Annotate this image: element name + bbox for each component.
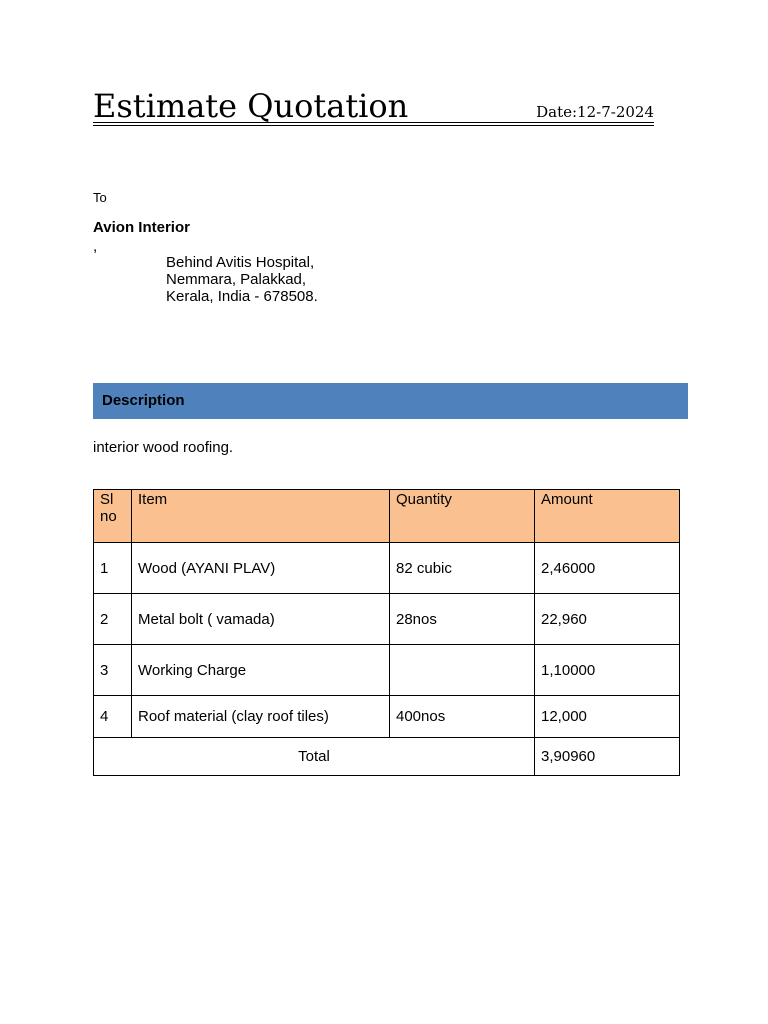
description-heading: Description xyxy=(102,392,185,409)
items-table xyxy=(93,489,680,776)
cell-sl: 2 xyxy=(94,594,132,645)
header-quantity: Quantity xyxy=(390,490,535,543)
address-line: Nemmara, Palakkad, xyxy=(166,271,307,288)
header-item: Item xyxy=(132,490,390,543)
table-header-row xyxy=(94,490,680,543)
cell-sl: 1 xyxy=(94,543,132,594)
address-line: Behind Avitis Hospital, xyxy=(166,254,315,271)
quotation-date: Date:12-7-2024 xyxy=(536,103,654,121)
cell-quantity: 400nos xyxy=(390,696,535,738)
cell-item: Metal bolt ( vamada) xyxy=(132,594,390,645)
cell-quantity: 82 cubic xyxy=(390,543,535,594)
cell-item: Working Charge xyxy=(132,645,390,696)
description-bar xyxy=(93,383,688,419)
table-row xyxy=(94,696,680,738)
company-name: Avion Interior xyxy=(93,219,190,236)
cell-item: Roof material (clay roof tiles) xyxy=(132,696,390,738)
address-line: Kerala, India - 678508. xyxy=(166,288,318,305)
cell-amount: 2,46000 xyxy=(535,543,680,594)
cell-amount: 1,10000 xyxy=(535,645,680,696)
cell-amount: 22,960 xyxy=(535,594,680,645)
to-label: To xyxy=(93,190,107,205)
address-block xyxy=(166,254,318,305)
company-comma: , xyxy=(93,238,98,255)
cell-amount: 12,000 xyxy=(535,696,680,738)
table-row xyxy=(94,645,680,696)
cell-quantity: 28nos xyxy=(390,594,535,645)
header-sl-no: Sl no xyxy=(94,490,132,543)
description-text: interior wood roofing. xyxy=(93,439,234,456)
document-title: Estimate Quotation xyxy=(93,87,409,125)
cell-quantity xyxy=(390,645,535,696)
cell-sl: 4 xyxy=(94,696,132,738)
cell-sl: 3 xyxy=(94,645,132,696)
total-label: Total xyxy=(94,738,535,776)
header-amount: Amount xyxy=(535,490,680,543)
table-row xyxy=(94,594,680,645)
table-row xyxy=(94,543,680,594)
total-amount: 3,90960 xyxy=(535,738,680,776)
cell-item: Wood (AYANI PLAV) xyxy=(132,543,390,594)
total-row xyxy=(94,738,680,776)
title-row xyxy=(93,88,654,123)
